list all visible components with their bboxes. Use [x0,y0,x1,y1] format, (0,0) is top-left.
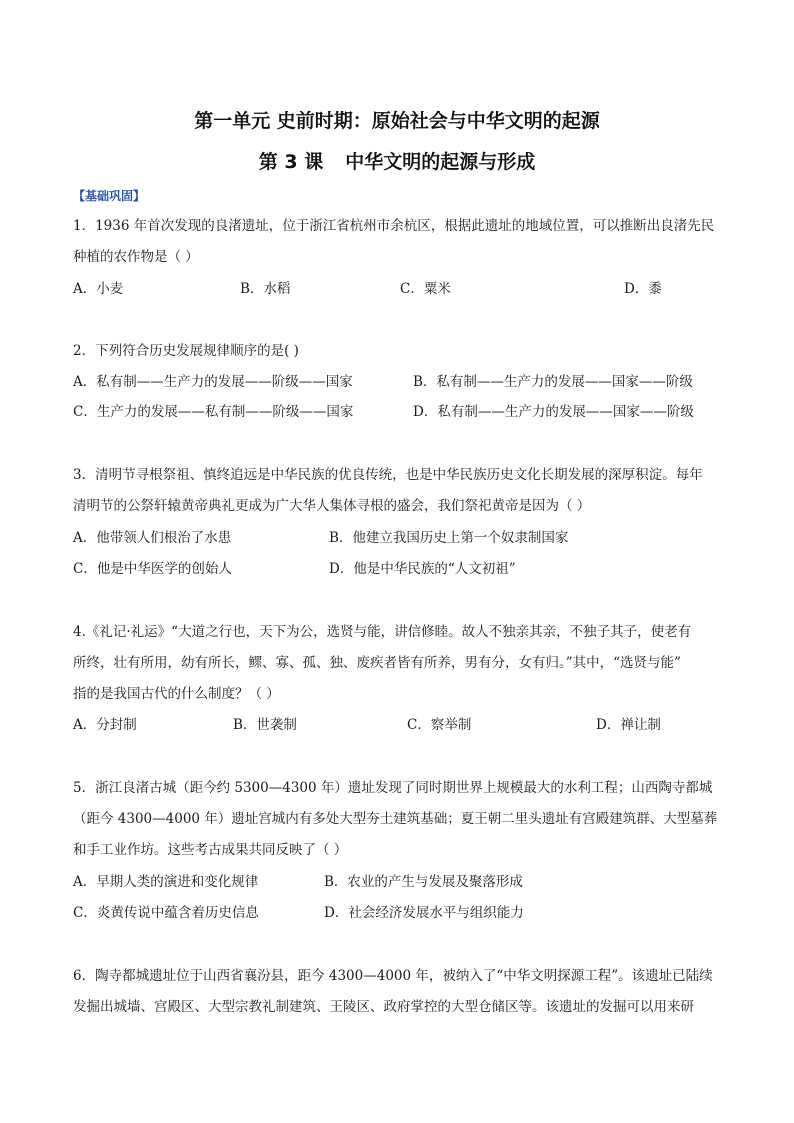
option-a: A．小麦 [73,281,124,297]
option-c: C．粟米 [400,281,451,297]
option-b: B．农业的产生与发展及聚落形成 [324,874,523,890]
question-text-line: 1．1936 年首次发现的良渚遗址，位于浙江省杭州市余杭区，根据此遗址的地域位置，可以推断出良渚先民 [73,218,715,234]
option-c: C．炎黄传说中蕴含着历史信息 [73,905,259,921]
question-text-line: 2．下列符合历史发展规律顺序的是( ) [73,343,299,359]
question-text-line: 清明节的公祭轩辕黄帝典礼更成为广大华人集体寻根的盛会，我们祭祀黄帝是因为（ ） [73,498,591,514]
question-text-line: 种植的农作物是（ ） [73,249,199,265]
option-a: A．早期人类的演进和变化规律 [73,874,259,890]
unit-title: 第一单元 史前时期：原始社会与中华文明的起源 [194,110,600,132]
lesson-number: 第 3 课 [258,151,324,173]
question-text-line: 所终，壮有所用，幼有所长，鳏、寡、孤、独、废疾者皆有所养，男有分，女有归。”其中，“选贤与能” [73,655,681,671]
question-text-line: 和手工业作坊。这些考古成果共同反映了（ ） [73,842,348,858]
option-b: B．世袭制 [233,717,297,733]
question-text-line: 6．陶寺都城遗址位于山西省襄汾县，距今 4300—4000 年，被纳入了“中华文明探源工程”。该遗址已陆续 [73,968,713,984]
option-d: D．黍 [624,281,662,297]
question-text-line: 3．清明节寻根祭祖、慎终追远是中华民族的优良传统，也是中华民族历史文化长期发展的深厚积淀。每年 [73,467,703,483]
question-text-line: 4.《礼记·礼运》“大道之行也，天下为公，选贤与能，讲信修睦。故人不独亲其亲，不独子其子，使老有 [73,624,692,640]
lesson-name: 中华文明的起源与形成 [345,151,536,173]
option-c: C．他是中华医学的创始人 [73,561,232,577]
option-d: D．他是中华民族的“人文初祖” [329,561,516,577]
question-text-line: 指的是我国古代的什么制度？（ ） [73,686,280,702]
option-a: A．他带领人们根治了水患 [73,530,232,546]
option-c: C．察举制 [407,717,472,733]
option-b: B．水稻 [240,281,291,297]
question-text-line: （距今 4300—4000 年）遗址宫城内有多处大型夯土建筑基础；夏王朝二里头遗址有宫殿建筑群、大型墓葬 [73,811,718,827]
option-d: D．禅让制 [596,717,661,733]
question-text-line: 5．浙江良渚古城（距今约 5300—4300 年）遗址发现了同时期世界上规模最大的水利工程；山西陶寺都城 [73,780,713,796]
section-label: 【基础巩固】 [73,189,146,203]
option-a: A．分封制 [73,717,137,733]
option-a: A．私有制——生产力的发展——阶级——国家 [73,374,353,390]
option-d: D．私有制——生产力的发展——国家——阶级 [413,404,694,420]
option-b: B．他建立我国历史上第一个奴隶制国家 [329,530,569,546]
option-d: D．社会经济发展水平与组织能力 [324,905,524,921]
option-c: C．生产力的发展——私有制——阶级——国家 [73,404,354,420]
option-b: B．私有制——生产力的发展——国家——阶级 [413,374,693,390]
lesson-title [0,147,794,174]
question-text-line: 发掘出城墙、宫殿区、大型宗教礼制建筑、王陵区、政府掌控的大型仓储区等。该遗址的发掘可以用来研 [73,999,694,1015]
